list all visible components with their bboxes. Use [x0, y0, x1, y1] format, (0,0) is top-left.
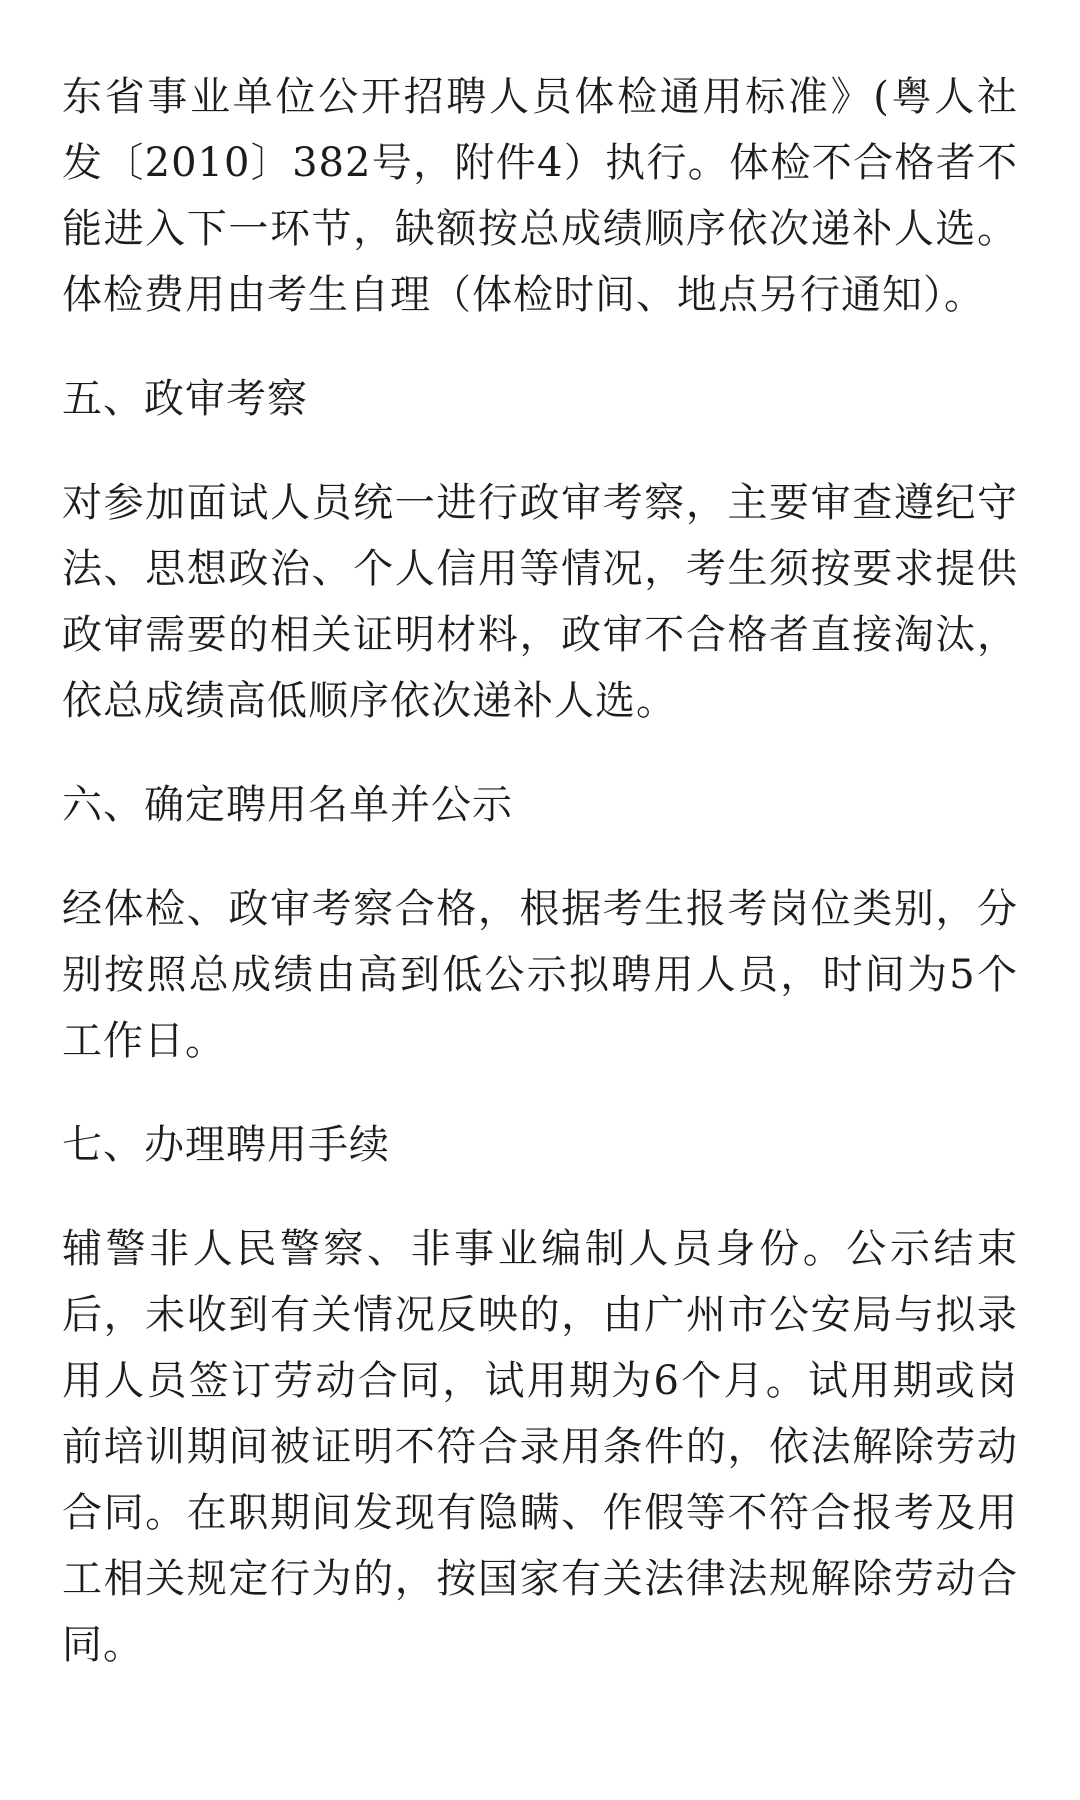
spacer: [62, 838, 1018, 876]
spacer: [62, 1178, 1018, 1216]
spacer: [62, 1074, 1018, 1112]
paragraph-hiring-procedures: 辅警非人民警察、非事业编制人员身份。公示结束后，未收到有关情况反映的，由广州市公安局与拟录用人员签订劳动合同，试用期为6个月。试用期或岗前培训期间被证明不符合录用条件的，依法解除劳动合同。在职期间发现有隐瞒、作假等不符合报考及用工相关规定行为的，按国家有关法律法规解除劳动合同。: [62, 1226, 1018, 1668]
paragraph-political-review: 对参加面试人员统一进行政审考察，主要审查遵纪守法、思想政治、个人信用等情况，考生须按要求提供政审需要的相关证明材料，政审不合格者直接淘汰，依总成绩高低顺序依次递补人选。: [62, 480, 1018, 724]
article-body: [62, 64, 1018, 1678]
paragraph-physical-exam: 东省事业单位公开招聘人员体检通用标准》(粤人社发〔2010〕382号，附件4）执行。体检不合格者不能进入下一环节，缺额按总成绩顺序依次递补人选。体检费用由考生自理（体检时间、地点另行通知）。: [62, 74, 1018, 318]
spacer: [62, 432, 1018, 470]
paragraph-publicity: 经体检、政审考察合格，根据考生报考岗位类别，分别按照总成绩由高到低公示拟聘用人员，时间为5个工作日。: [62, 886, 1018, 1064]
spacer: [62, 734, 1018, 772]
section-heading-publicity: 六、确定聘用名单并公示: [62, 782, 513, 828]
spacer: [62, 328, 1018, 366]
section-heading-political-review: 五、政审考察: [62, 376, 308, 422]
section-heading-hiring-procedures: 七、办理聘用手续: [62, 1122, 390, 1168]
